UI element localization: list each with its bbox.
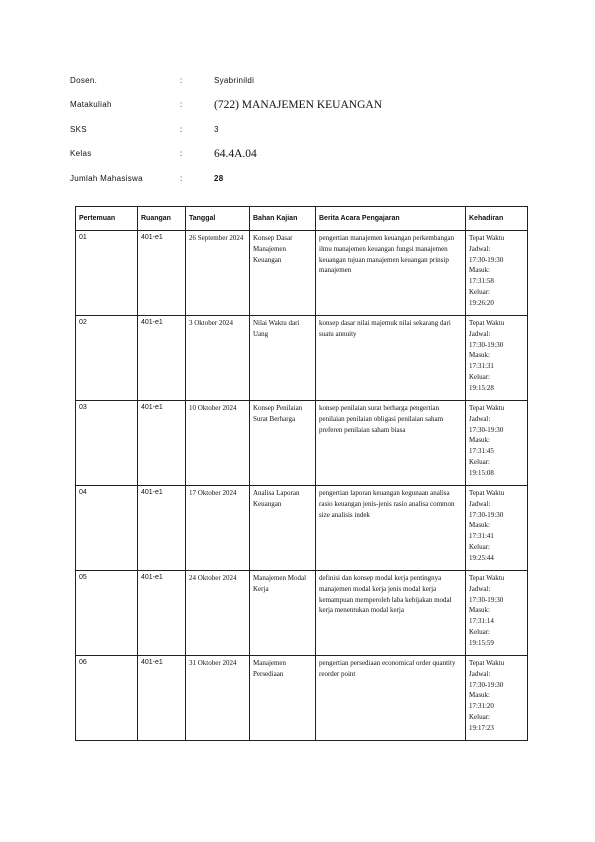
sks-label: SKS [70, 124, 87, 134]
kehadiran-masuk-label: Masuk: [469, 351, 490, 360]
dosen-value: Syabrinildi [214, 75, 255, 85]
info-row-sks [70, 117, 530, 142]
cell-kehadiran [466, 231, 528, 316]
info-row-dosen [70, 68, 530, 93]
kehadiran-keluar-label: Keluar: [469, 627, 490, 636]
table-row [76, 401, 528, 486]
cell-bahan-kajian: Analisa Laporan Keuangan [250, 486, 316, 571]
cell-berita-acara: pengertian laporan keuangan kegunaan analisa rasio keuangan jenis-jenis rasio analisa common size analisis indek [316, 486, 466, 571]
col-header-kehadiran: Kehadiran [466, 207, 528, 231]
kehadiran-status: Tepat Waktu [469, 319, 505, 327]
col-header-bahan-kajian: Bahan Kajian [250, 207, 316, 231]
cell-tanggal: 31 Oktober 2024 [186, 656, 250, 741]
kehadiran-keluar-label: Keluar: [469, 542, 490, 551]
cell-pertemuan: 06 [76, 656, 138, 741]
table-row [76, 231, 528, 316]
info-row-jumlah [70, 166, 530, 191]
cell-kehadiran [466, 571, 528, 656]
kelas-value: 64.4A.04 [214, 147, 257, 160]
col-header-berita-acara: Berita Acara Pengajaran [316, 207, 466, 231]
cell-kehadiran [466, 316, 528, 401]
attendance-table [75, 206, 528, 741]
cell-berita-acara: konsep dasar nilai majemuk nilai sekarang dari suatu annuity [316, 316, 466, 401]
matakuliah-value: (722) MANAJEMEN KEUANGAN [214, 98, 383, 111]
kehadiran-masuk: 17:31:41 [469, 532, 494, 541]
col-header-tanggal: Tanggal [186, 207, 250, 231]
col-header-ruangan: Ruangan [138, 207, 186, 231]
cell-berita-acara: konsep penilaian surat berharga pengertian penilaian penilaian obligasi penilaian saham preferen penilaian saham biasa [316, 401, 466, 486]
cell-pertemuan: 05 [76, 571, 138, 656]
kehadiran-status: Tepat Waktu [469, 574, 505, 582]
colon: : [180, 124, 183, 134]
kehadiran-keluar-label: Keluar: [469, 372, 490, 381]
jumlah-label: Jumlah Mahasiswa [70, 173, 143, 183]
colon: : [180, 173, 183, 183]
kehadiran-masuk: 17:31:58 [469, 277, 494, 286]
kehadiran-jadwal-label: Jadwal: [469, 329, 491, 338]
cell-berita-acara: definisi dan konsep modal kerja pentingnya manajemen modal kerja jenis modal kerja kemampuan memperoleh laba kebijakan modal kerja menentukan modal kerja [316, 571, 466, 656]
kehadiran-keluar: 19:25:44 [469, 553, 494, 562]
cell-bahan-kajian: Konsep Dasar Manajemen Keuangan [250, 231, 316, 316]
kehadiran-masuk-label: Masuk: [469, 606, 490, 615]
cell-ruangan: 401-e1 [138, 316, 186, 401]
colon: : [180, 75, 183, 85]
kelas-label: Kelas [70, 149, 92, 159]
colon: : [180, 149, 183, 159]
kehadiran-status: Tepat Waktu [469, 234, 505, 242]
info-row-matakuliah [70, 93, 530, 118]
cell-bahan-kajian: Nilai Waktu dari Uang [250, 316, 316, 401]
kehadiran-status: Tepat Waktu [469, 489, 505, 497]
kehadiran-masuk-label: Masuk: [469, 691, 490, 700]
kehadiran-jadwal: 17:30-19:30 [469, 425, 504, 434]
cell-kehadiran [466, 401, 528, 486]
dosen-label: Dosen. [70, 75, 98, 85]
cell-pertemuan: 01 [76, 231, 138, 316]
cell-ruangan: 401-e1 [138, 486, 186, 571]
kehadiran-keluar: 19:15:08 [469, 468, 494, 477]
kehadiran-masuk: 17:31:45 [469, 447, 494, 456]
course-info [70, 68, 530, 191]
cell-tanggal: 3 Oktober 2024 [186, 316, 250, 401]
cell-pertemuan: 02 [76, 316, 138, 401]
kehadiran-keluar: 19:17:23 [469, 723, 494, 732]
cell-tanggal: 26 September 2024 [186, 231, 250, 316]
kehadiran-masuk-label: Masuk: [469, 521, 490, 530]
sks-value: 3 [214, 124, 219, 134]
cell-bahan-kajian: Manajemen Persediaan [250, 656, 316, 741]
cell-ruangan: 401-e1 [138, 401, 186, 486]
kehadiran-jadwal-label: Jadwal: [469, 499, 491, 508]
kehadiran-jadwal: 17:30-19:30 [469, 680, 504, 689]
kehadiran-jadwal-label: Jadwal: [469, 414, 491, 423]
kehadiran-keluar: 19:15:59 [469, 638, 494, 647]
kehadiran-jadwal: 17:30-19:30 [469, 595, 504, 604]
table-row [76, 656, 528, 741]
cell-pertemuan: 03 [76, 401, 138, 486]
jumlah-value: 28 [214, 173, 224, 183]
kehadiran-status: Tepat Waktu [469, 404, 505, 412]
cell-bahan-kajian: Manajemen Modal Kerja [250, 571, 316, 656]
kehadiran-masuk: 17:31:31 [469, 362, 494, 371]
cell-tanggal: 17 Oktober 2024 [186, 486, 250, 571]
table-row [76, 571, 528, 656]
kehadiran-status: Tepat Waktu [469, 659, 505, 667]
kehadiran-jadwal: 17:30-19:30 [469, 340, 504, 349]
cell-ruangan: 401-e1 [138, 231, 186, 316]
kehadiran-jadwal: 17:30-19:30 [469, 255, 504, 264]
kehadiran-keluar-label: Keluar: [469, 287, 490, 296]
cell-tanggal: 24 Oktober 2024 [186, 571, 250, 656]
kehadiran-jadwal-label: Jadwal: [469, 244, 491, 253]
table-row [76, 316, 528, 401]
kehadiran-masuk-label: Masuk: [469, 436, 490, 445]
table-row [76, 486, 528, 571]
cell-berita-acara: pengertian manajemen keuangan perkembangan ilmu manajemen keuangan fungsi manajemen keuangan tujuan manajemen keuangan prinsip manajemen [316, 231, 466, 316]
kehadiran-jadwal-label: Jadwal: [469, 669, 491, 678]
kehadiran-keluar: 19:15:28 [469, 383, 494, 392]
cell-pertemuan: 04 [76, 486, 138, 571]
cell-ruangan: 401-e1 [138, 571, 186, 656]
kehadiran-keluar-label: Keluar: [469, 712, 490, 721]
col-header-pertemuan: Pertemuan [76, 207, 138, 231]
kehadiran-keluar-label: Keluar: [469, 457, 490, 466]
cell-kehadiran [466, 656, 528, 741]
kehadiran-masuk: 17:31:20 [469, 702, 494, 711]
kehadiran-jadwal-label: Jadwal: [469, 584, 491, 593]
info-row-kelas [70, 142, 530, 167]
cell-bahan-kajian: Konsep Penilaian Surat Berharga [250, 401, 316, 486]
cell-ruangan: 401-e1 [138, 656, 186, 741]
matakuliah-label: Matakuliah [70, 100, 112, 110]
kehadiran-masuk: 17:31:14 [469, 617, 494, 626]
table-header-row [76, 207, 528, 231]
kehadiran-masuk-label: Masuk: [469, 266, 490, 275]
colon: : [180, 100, 183, 110]
kehadiran-jadwal: 17:30-19:30 [469, 510, 504, 519]
cell-berita-acara: pengertian persediaan economical order quantity reorder point [316, 656, 466, 741]
cell-kehadiran [466, 486, 528, 571]
kehadiran-keluar: 19:26:20 [469, 298, 494, 307]
cell-tanggal: 10 Oktober 2024 [186, 401, 250, 486]
